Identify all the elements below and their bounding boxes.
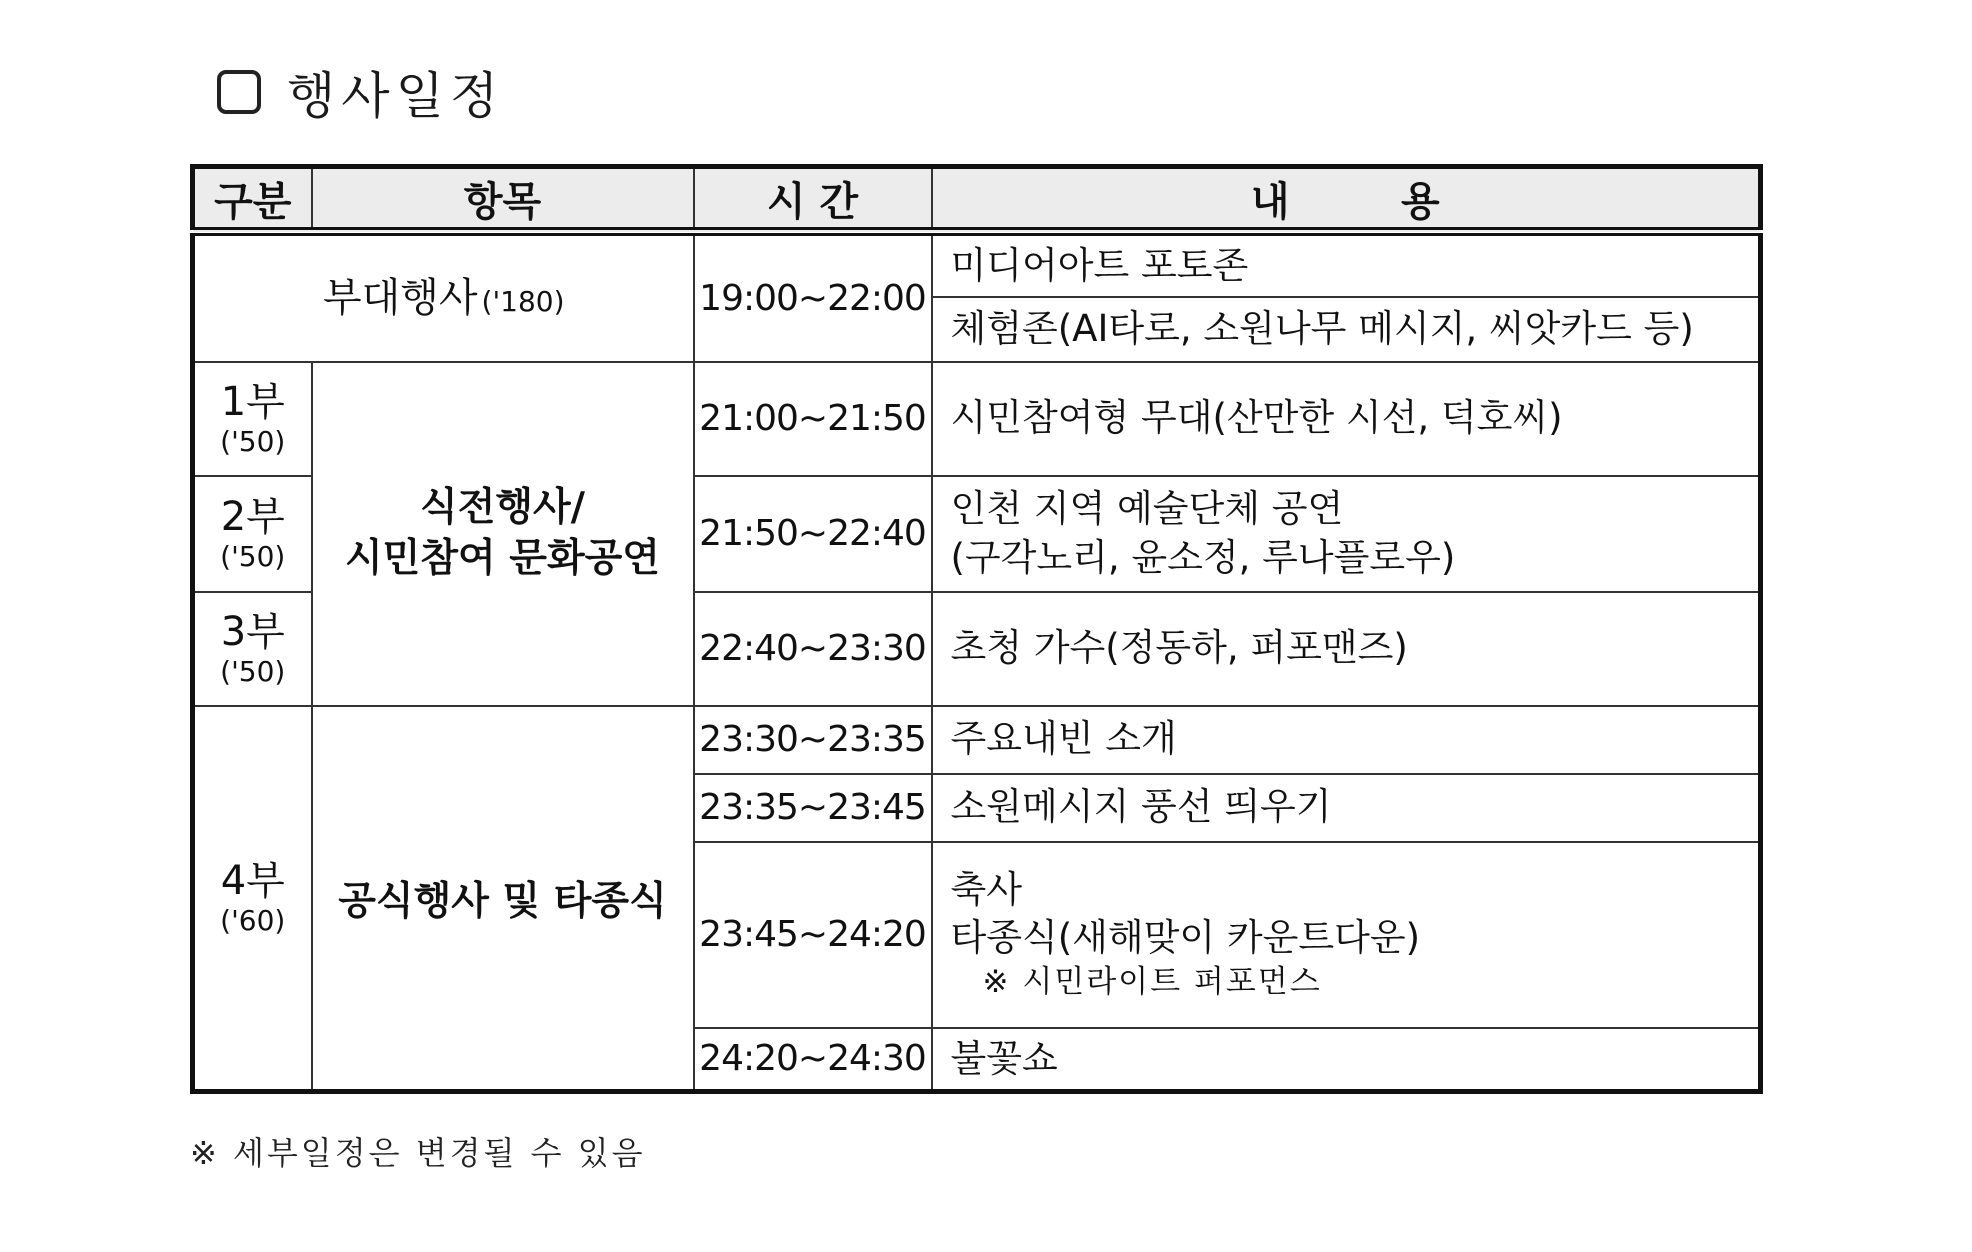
part-4-duration: ('60) xyxy=(220,904,286,938)
header-time: 시 간 xyxy=(694,167,932,232)
side-event-time: 19:00~22:00 xyxy=(694,232,932,362)
opening-item-cell xyxy=(312,362,694,706)
part-1-duration: ('50) xyxy=(220,425,286,458)
section-title-text: 행사일정 xyxy=(287,67,505,125)
side-event-name-cell xyxy=(193,232,694,362)
official-content-3-cell xyxy=(932,842,1761,1028)
official-time-3: 23:45~24:20 xyxy=(694,842,932,1028)
official-content-3-note: ※ 시민라이트 퍼포먼스 xyxy=(982,964,1322,1001)
official-item: 공식행사 및 타종식 xyxy=(312,706,694,1092)
part-1-content: 시민참여형 무대(산만한 시선, 덕호씨) xyxy=(932,362,1761,476)
official-content-3-line1: 축사 xyxy=(950,868,1022,912)
part-3-label: 3부 xyxy=(220,609,285,655)
event-schedule-table xyxy=(190,164,1763,1094)
section-title xyxy=(217,62,505,125)
side-event-duration: ('180) xyxy=(481,285,565,319)
part-2-content-cell xyxy=(932,476,1761,592)
official-time-1: 23:30~23:35 xyxy=(694,706,932,774)
part-2-content-line1: 인천 지역 예술단체 공연 xyxy=(950,487,1344,531)
table-row xyxy=(193,706,1761,774)
header-category: 구분 xyxy=(193,167,312,232)
table-header-row xyxy=(193,167,1761,232)
part-1-label: 1부 xyxy=(220,379,285,425)
official-content-3-line2: 타종식(새해맞이 카운트다운) xyxy=(950,916,1421,960)
part-2-duration: ('50) xyxy=(220,540,286,573)
part-3-time: 22:40~23:30 xyxy=(694,592,932,706)
part-4-cell xyxy=(193,706,312,1092)
opening-item-line1: 식전행사/ xyxy=(420,484,585,530)
part-4-label: 4부 xyxy=(220,858,285,905)
opening-item-line2: 시민참여 문화공연 xyxy=(345,535,660,581)
part-3-duration: ('50) xyxy=(220,655,286,688)
table-row xyxy=(193,232,1761,297)
checkbox-square-icon xyxy=(217,70,261,114)
part-2-cell xyxy=(193,476,312,592)
official-content-4: 불꽃쇼 xyxy=(932,1028,1761,1092)
table-row xyxy=(193,362,1761,476)
side-event-content-1: 미디어아트 포토존 xyxy=(932,232,1761,297)
official-content-1: 주요내빈 소개 xyxy=(932,706,1761,774)
part-2-label: 2부 xyxy=(220,494,285,540)
official-time-4: 24:20~24:30 xyxy=(694,1028,932,1092)
part-2-time: 21:50~22:40 xyxy=(694,476,932,592)
official-time-2: 23:35~23:45 xyxy=(694,774,932,842)
side-event-name: 부대행사 xyxy=(322,275,478,322)
header-content: 내 용 xyxy=(932,167,1761,232)
official-content-2: 소원메시지 풍선 띄우기 xyxy=(932,774,1761,842)
header-item: 항목 xyxy=(312,167,694,232)
part-1-cell xyxy=(193,362,312,476)
part-1-time: 21:00~21:50 xyxy=(694,362,932,476)
side-event-content-2: 체험존(AI타로, 소원나무 메시지, 씨앗카드 등) xyxy=(932,297,1761,362)
footnote: ※ 세부일정은 변경될 수 있음 xyxy=(190,1134,646,1172)
part-2-content-line2: (구각노리, 윤소정, 루나플로우) xyxy=(950,535,1456,579)
part-3-content: 초청 가수(정동하, 퍼포맨즈) xyxy=(932,592,1761,706)
part-3-cell xyxy=(193,592,312,706)
